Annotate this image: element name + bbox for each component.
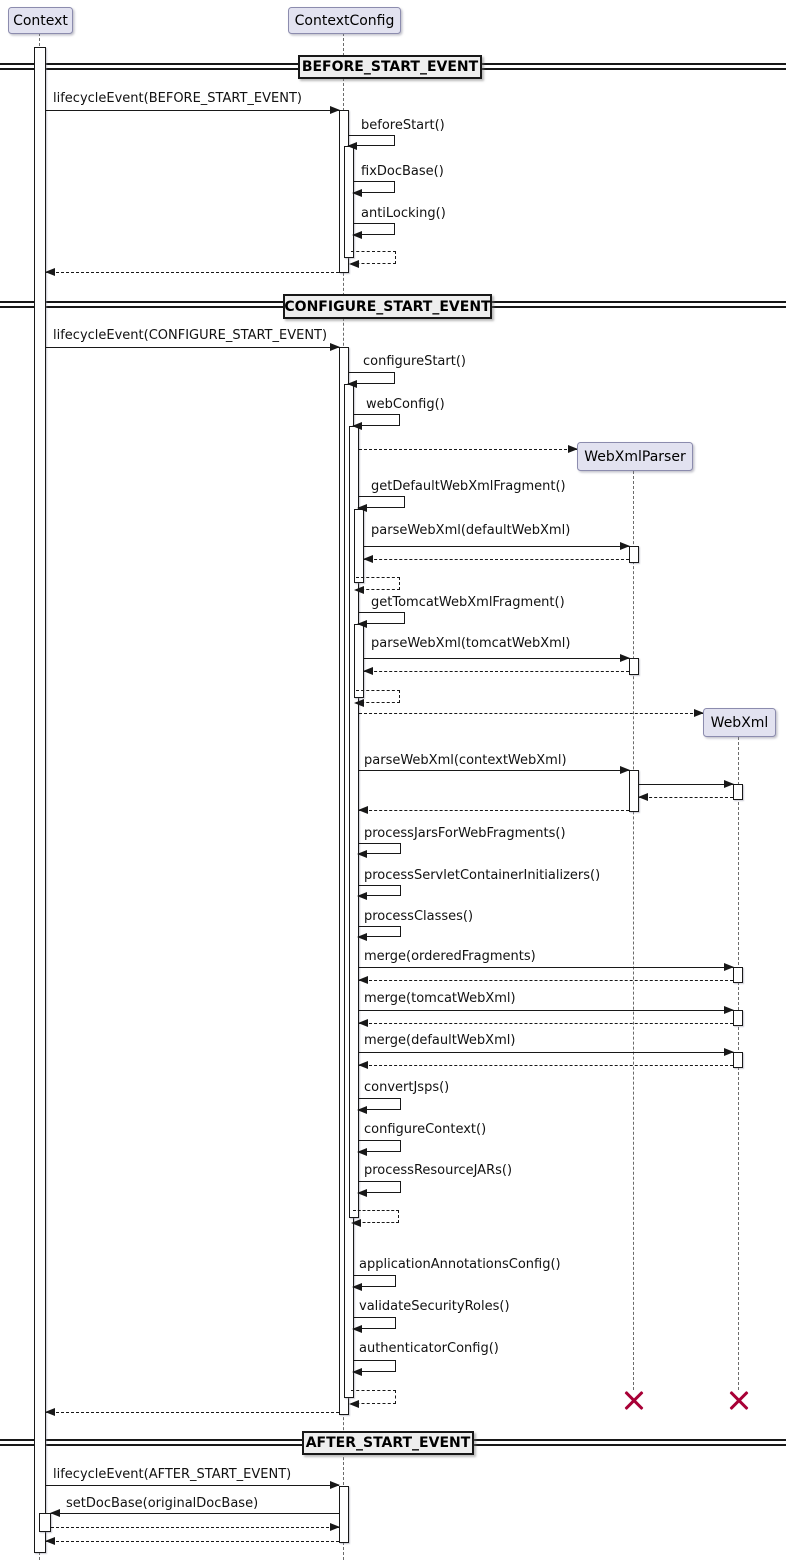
destroy-icon — [623, 1389, 645, 1411]
activation-bar — [339, 1486, 349, 1543]
activation-bar — [733, 967, 743, 983]
return-arrow — [364, 671, 629, 672]
message-label: configureContext() — [364, 1122, 487, 1137]
message-label: fixDocBase() — [361, 164, 444, 179]
self-call-loop — [354, 1275, 396, 1287]
arrowhead-icon — [724, 963, 734, 971]
activation-bar — [344, 146, 354, 258]
arrowhead-icon — [347, 142, 357, 150]
self-call-loop — [359, 1098, 401, 1110]
message-label: applicationAnnotationsConfig() — [359, 1257, 561, 1272]
message-label: processResourceJARs() — [364, 1163, 513, 1178]
message-label: webConfig() — [366, 397, 445, 412]
return-arrow — [639, 797, 733, 798]
arrowhead-icon — [352, 189, 362, 197]
arrowhead-icon — [363, 667, 373, 675]
message-label: parseWebXml(contextWebXml) — [364, 753, 567, 768]
participant-label: WebXmlParser — [584, 448, 686, 465]
message-arrow — [359, 967, 733, 968]
create-arrow — [359, 713, 703, 714]
divider-before-start-event — [298, 55, 482, 79]
message-arrow — [359, 770, 629, 771]
message-label: parseWebXml(tomcatWebXml) — [371, 636, 571, 651]
arrowhead-icon — [45, 1537, 55, 1545]
self-call-loop — [359, 926, 401, 937]
arrowhead-icon — [349, 260, 359, 268]
self-return-loop — [351, 1390, 396, 1404]
message-arrow — [46, 347, 339, 348]
participant-label: ContextConfig — [294, 12, 395, 29]
arrowhead-icon — [357, 1189, 367, 1197]
self-call-loop — [359, 1181, 401, 1193]
arrowhead-icon — [330, 1523, 340, 1531]
return-arrow — [46, 272, 339, 273]
arrowhead-icon — [357, 1148, 367, 1156]
message-label: merge(defaultWebXml) — [364, 1033, 516, 1048]
self-call-loop — [354, 414, 400, 426]
create-arrow — [359, 449, 577, 450]
destroy-icon — [728, 1389, 750, 1411]
message-arrow — [46, 110, 339, 111]
self-call-loop — [354, 223, 395, 235]
arrowhead-icon — [352, 1368, 362, 1376]
self-call-loop — [359, 885, 401, 896]
activation-bar — [629, 546, 639, 563]
arrowhead-icon — [330, 106, 340, 114]
activation-bar — [733, 1010, 743, 1026]
message-label: authenticatorConfig() — [359, 1341, 499, 1356]
arrowhead-icon — [45, 1408, 55, 1416]
arrowhead-icon — [363, 555, 373, 563]
divider-label: AFTER_START_EVENT — [305, 1435, 471, 1451]
arrowhead-icon — [352, 1325, 362, 1333]
message-label: parseWebXml(defaultWebXml) — [371, 523, 571, 538]
message-label: beforeStart() — [361, 118, 445, 133]
activation-bar — [733, 1052, 743, 1068]
message-label: merge(tomcatWebXml) — [364, 991, 516, 1006]
message-label: getTomcatWebXmlFragment() — [371, 595, 565, 610]
divider-configure-start-event — [283, 294, 492, 319]
participant-label: WebXml — [710, 714, 769, 731]
return-arrow — [359, 980, 733, 981]
arrowhead-icon — [349, 1400, 359, 1408]
arrowhead-icon — [352, 231, 362, 239]
message-label: setDocBase(originalDocBase) — [66, 1496, 259, 1511]
self-call-loop — [359, 1140, 401, 1152]
arrowhead-icon — [358, 976, 368, 984]
message-label: merge(orderedFragments) — [364, 949, 536, 964]
arrowhead-icon — [351, 1219, 361, 1227]
message-label: processJarsForWebFragments() — [364, 826, 566, 841]
arrowhead-icon — [724, 780, 734, 788]
message-label: processServletContainerInitializers() — [364, 868, 601, 883]
participant-contextconfig — [288, 7, 401, 34]
self-call-loop — [349, 135, 395, 146]
arrowhead-icon — [45, 268, 55, 276]
message-label: getDefaultWebXmlFragment() — [371, 479, 566, 494]
arrowhead-icon — [358, 806, 368, 814]
arrowhead-icon — [357, 850, 367, 858]
arrowhead-icon — [638, 793, 648, 801]
participant-context — [8, 7, 73, 34]
arrowhead-icon — [357, 504, 367, 512]
arrowhead-icon — [352, 1283, 362, 1291]
arrowhead-icon — [50, 1509, 60, 1517]
self-call-loop — [359, 612, 405, 624]
arrowhead-icon — [357, 892, 367, 900]
arrowhead-icon — [724, 1048, 734, 1056]
return-arrow — [51, 1527, 339, 1528]
activation-bar — [733, 784, 743, 800]
arrowhead-icon — [620, 542, 630, 550]
return-arrow — [46, 1412, 339, 1413]
arrowhead-icon — [357, 1106, 367, 1114]
participant-webxml — [703, 708, 776, 737]
message-arrow — [46, 1485, 339, 1486]
activation-bar — [354, 624, 364, 698]
arrowhead-icon — [358, 1019, 368, 1027]
arrowhead-icon — [357, 620, 367, 628]
arrowhead-icon — [620, 766, 630, 774]
self-return-loop — [351, 251, 396, 264]
divider-label: CONFIGURE_START_EVENT — [284, 298, 491, 315]
divider-after-start-event — [302, 1431, 474, 1455]
self-return-loop — [356, 690, 400, 703]
activation-bar — [354, 509, 364, 583]
return-arrow — [364, 559, 629, 560]
arrowhead-icon — [330, 1481, 340, 1489]
lifeline-webxmlparser — [633, 471, 634, 1390]
message-arrow — [359, 1010, 733, 1011]
self-call-loop — [354, 181, 395, 193]
activation-bar — [629, 658, 639, 675]
arrowhead-icon — [347, 380, 357, 388]
return-arrow — [46, 1541, 339, 1542]
activation-bar — [629, 770, 639, 812]
arrowhead-icon — [352, 422, 362, 430]
message-arrow — [639, 784, 733, 785]
divider-label: BEFORE_START_EVENT — [301, 59, 479, 75]
self-return-loop — [356, 577, 400, 590]
arrowhead-icon — [354, 586, 364, 594]
message-arrow — [364, 658, 629, 659]
message-label: configureStart() — [363, 354, 466, 369]
arrowhead-icon — [354, 699, 364, 707]
self-call-loop — [354, 1317, 396, 1329]
message-label: lifecycleEvent(CONFIGURE_START_EVENT) — [53, 328, 328, 343]
self-call-loop — [359, 843, 401, 854]
self-call-loop — [354, 1360, 396, 1372]
return-arrow — [359, 810, 629, 811]
message-arrow — [364, 546, 629, 547]
self-call-loop — [349, 372, 395, 384]
self-return-loop — [353, 1210, 399, 1223]
participant-webxmlparser — [577, 442, 693, 471]
message-label: antiLocking() — [361, 206, 446, 221]
message-label: convertJsps() — [364, 1080, 450, 1095]
message-label: validateSecurityRoles() — [359, 1299, 510, 1314]
self-call-loop — [359, 496, 405, 508]
return-arrow — [359, 1023, 733, 1024]
message-label: lifecycleEvent(AFTER_START_EVENT) — [53, 1467, 292, 1482]
arrowhead-icon — [724, 1006, 734, 1014]
return-arrow — [359, 1065, 733, 1066]
message-arrow — [359, 1052, 733, 1053]
message-label: lifecycleEvent(BEFORE_START_EVENT) — [53, 91, 302, 106]
message-arrow — [51, 1513, 339, 1514]
arrowhead-icon — [330, 343, 340, 351]
arrowhead-icon — [357, 933, 367, 941]
message-label: processClasses() — [364, 909, 474, 924]
participant-label: Context — [13, 12, 68, 29]
arrowhead-icon — [358, 1061, 368, 1069]
arrowhead-icon — [620, 654, 630, 662]
